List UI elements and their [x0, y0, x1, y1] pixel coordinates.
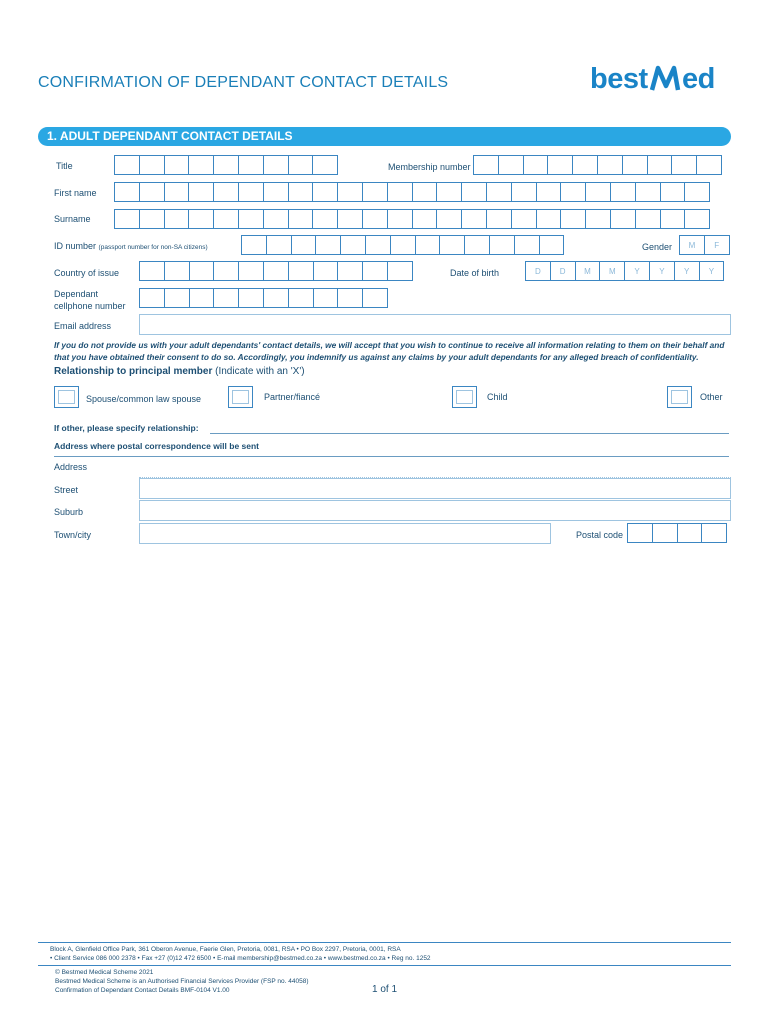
dob-year-box[interactable]: Y: [649, 261, 675, 281]
spouse-checkbox[interactable]: [54, 386, 79, 408]
child-checkbox[interactable]: [452, 386, 477, 408]
char-box[interactable]: [498, 155, 524, 175]
dob-year-box[interactable]: Y: [674, 261, 700, 281]
char-box[interactable]: [313, 261, 339, 281]
address-heading: Address where postal correspondence will be sent: [54, 441, 260, 451]
char-box[interactable]: [291, 235, 317, 255]
char-box[interactable]: [263, 288, 289, 308]
char-box[interactable]: [238, 155, 264, 175]
spouse-option-label: Spouse/common law spouse: [86, 394, 202, 404]
email-input[interactable]: [139, 314, 731, 335]
footer-contact: • Client Service 086 000 2378 • Fax +27 (0)12 472 6500 • E-mail membership@bestmed.co.za • www.bestmed.co.za • Reg no. 1252: [50, 955, 431, 962]
footer-divider: [38, 942, 731, 943]
char-box[interactable]: [213, 288, 239, 308]
relationship-heading-text: Relationship to principal member: [54, 366, 213, 377]
char-box[interactable]: [684, 209, 710, 229]
relationship-heading: [54, 366, 305, 377]
char-box[interactable]: [362, 261, 388, 281]
char-box[interactable]: [114, 155, 140, 175]
id-number-sublabel: (passport number for non-SA citizens): [98, 244, 208, 251]
char-box[interactable]: [461, 209, 487, 229]
logo-m-mark: [652, 68, 678, 90]
street-label: Street: [54, 485, 79, 495]
date-of-birth-label: Date of birth: [450, 268, 500, 278]
char-box[interactable]: [387, 209, 413, 229]
char-box[interactable]: [585, 182, 611, 202]
char-box[interactable]: [610, 209, 636, 229]
id-number-input[interactable]: [241, 235, 563, 255]
char-box[interactable]: [139, 209, 165, 229]
char-box[interactable]: [213, 182, 239, 202]
char-box[interactable]: [238, 209, 264, 229]
char-box[interactable]: [635, 182, 661, 202]
first-name-label: First name: [54, 188, 97, 198]
char-box[interactable]: [387, 182, 413, 202]
first-name-input[interactable]: [114, 182, 709, 202]
section-title: 1. ADULT DEPENDANT CONTACT DETAILS: [47, 129, 293, 143]
char-box[interactable]: [514, 235, 540, 255]
char-box[interactable]: [627, 523, 653, 543]
membership-number-label: Membership number: [388, 162, 471, 172]
char-box[interactable]: [660, 209, 686, 229]
char-box[interactable]: [312, 155, 338, 175]
char-box[interactable]: [164, 182, 190, 202]
dob-year-box[interactable]: Y: [624, 261, 650, 281]
town-city-label: Town/city: [54, 530, 92, 540]
char-box[interactable]: [139, 182, 165, 202]
char-box[interactable]: [461, 182, 487, 202]
char-box[interactable]: [164, 288, 190, 308]
footer-divider: [38, 965, 731, 966]
postal-code-input[interactable]: [627, 523, 726, 543]
char-box[interactable]: [511, 209, 537, 229]
divider: [54, 456, 729, 457]
char-box[interactable]: [238, 182, 264, 202]
char-box[interactable]: [312, 182, 338, 202]
char-box[interactable]: [288, 261, 314, 281]
char-box[interactable]: [511, 182, 537, 202]
char-box[interactable]: [238, 261, 264, 281]
char-box[interactable]: [560, 182, 586, 202]
char-box[interactable]: [362, 209, 388, 229]
char-box[interactable]: [539, 235, 565, 255]
char-box[interactable]: [139, 155, 165, 175]
footer-address: Block A, Glenfield Office Park, 361 Oberon Avenue, Faerie Glen, Pretoria, 0081, RSA • PO Box 2297, Pretoria, 0001, RSA: [50, 946, 401, 953]
char-box[interactable]: [701, 523, 727, 543]
char-box[interactable]: [213, 209, 239, 229]
char-box[interactable]: [677, 523, 703, 543]
country-of-issue-label: Country of issue: [54, 268, 120, 278]
char-box[interactable]: [189, 288, 215, 308]
postal-code-label: Postal code: [576, 530, 624, 540]
suburb-label: Suburb: [54, 507, 84, 517]
char-box[interactable]: [263, 209, 289, 229]
logo-text: best: [590, 63, 648, 95]
dob-day-box[interactable]: D: [525, 261, 551, 281]
char-box[interactable]: [486, 209, 512, 229]
id-number-label-text: ID number: [54, 241, 97, 251]
surname-label: Surname: [54, 214, 91, 224]
char-box[interactable]: [362, 288, 388, 308]
char-box[interactable]: [387, 261, 413, 281]
char-box[interactable]: [439, 235, 465, 255]
char-box[interactable]: [189, 261, 215, 281]
char-box[interactable]: [241, 235, 267, 255]
char-box[interactable]: [660, 182, 686, 202]
char-box[interactable]: [266, 235, 292, 255]
char-box[interactable]: [464, 235, 490, 255]
char-box[interactable]: [560, 209, 586, 229]
char-box[interactable]: [486, 182, 512, 202]
char-box[interactable]: [337, 182, 363, 202]
town-city-input[interactable]: [139, 523, 551, 544]
email-label: Email address: [54, 321, 112, 331]
char-box[interactable]: [436, 182, 462, 202]
char-box[interactable]: [362, 182, 388, 202]
child-option-label: Child: [487, 392, 508, 402]
char-box[interactable]: [652, 523, 678, 543]
footer-copyright: © Bestmed Medical Scheme 2021: [55, 969, 154, 976]
char-box[interactable]: [188, 182, 214, 202]
char-box[interactable]: [315, 235, 341, 255]
char-box[interactable]: [114, 209, 140, 229]
svg-text:ed: ed: [682, 63, 715, 95]
char-box[interactable]: [365, 235, 391, 255]
char-box[interactable]: [547, 155, 573, 175]
page-title: CONFIRMATION OF DEPENDANT CONTACT DETAILS: [38, 74, 449, 91]
char-box[interactable]: [390, 235, 416, 255]
char-box[interactable]: [585, 209, 611, 229]
title-label: Title: [56, 161, 73, 171]
bestmed-logo-mark: [590, 60, 732, 98]
char-box[interactable]: [312, 209, 338, 229]
char-box[interactable]: [536, 182, 562, 202]
char-box[interactable]: [288, 182, 314, 202]
country-of-issue-input[interactable]: [139, 261, 412, 281]
char-box[interactable]: [635, 209, 661, 229]
gender-option-f[interactable]: F: [704, 235, 730, 255]
address-label: Address: [54, 462, 88, 472]
bestmed-logo: [590, 60, 732, 106]
char-box[interactable]: [139, 288, 165, 308]
dob-month-box[interactable]: M: [599, 261, 625, 281]
page-number: 1 of 1: [372, 984, 398, 995]
gender-label: Gender: [642, 242, 673, 252]
char-box[interactable]: [415, 235, 441, 255]
char-box[interactable]: [671, 155, 697, 175]
char-box[interactable]: [263, 155, 289, 175]
char-box[interactable]: [213, 261, 239, 281]
char-box[interactable]: [164, 155, 190, 175]
char-box[interactable]: [412, 209, 438, 229]
other-option-label: Other: [700, 392, 723, 402]
char-box[interactable]: [188, 209, 214, 229]
date-of-birth-input[interactable]: [525, 261, 723, 281]
relationship-hint: (Indicate with an 'X'): [215, 366, 305, 377]
char-box[interactable]: [337, 261, 363, 281]
char-box[interactable]: [288, 155, 314, 175]
char-box[interactable]: [164, 209, 190, 229]
char-box[interactable]: [696, 155, 722, 175]
cellphone-label-line2: cellphone number: [54, 301, 126, 311]
other-specify-input[interactable]: [210, 433, 729, 434]
char-box[interactable]: [572, 155, 598, 175]
street-input[interactable]: [139, 478, 731, 499]
char-box[interactable]: [610, 182, 636, 202]
char-box[interactable]: [647, 155, 673, 175]
char-box[interactable]: [114, 182, 140, 202]
char-box[interactable]: [684, 182, 710, 202]
char-box[interactable]: [139, 261, 165, 281]
char-box[interactable]: [288, 288, 314, 308]
char-box[interactable]: [340, 235, 366, 255]
char-box[interactable]: [188, 155, 214, 175]
partner-checkbox[interactable]: [228, 386, 253, 408]
footer-doc-ref: Confirmation of Dependant Contact Details BMF-0104 V1.00: [55, 987, 230, 994]
cellphone-label-line1: Dependant: [54, 289, 99, 299]
footer-fsp: Bestmed Medical Scheme is an Authorised Financial Services Provider (FSP no. 44058): [55, 978, 309, 985]
char-box[interactable]: [523, 155, 549, 175]
char-box[interactable]: [536, 209, 562, 229]
char-box[interactable]: [489, 235, 515, 255]
gender-option-m[interactable]: M: [679, 235, 705, 255]
dob-year-box[interactable]: Y: [699, 261, 725, 281]
surname-input[interactable]: [114, 209, 709, 229]
char-box[interactable]: [164, 261, 190, 281]
char-box[interactable]: [313, 288, 339, 308]
char-box[interactable]: [473, 155, 499, 175]
char-box[interactable]: [213, 155, 239, 175]
char-box[interactable]: [263, 182, 289, 202]
char-box[interactable]: [337, 209, 363, 229]
char-box[interactable]: [238, 288, 264, 308]
indemnity-note: If you do not provide us with your adult dependants' contact details, we will accept that you wish to continue to receive all information relating to them on their behalf and that you have obtained their consent to do so. Accordingly, you indemnify us against any claims by your adult dependants for any alleged breach of confidentiality.: [54, 340, 725, 362]
cellphone-input[interactable]: [139, 288, 387, 308]
title-input[interactable]: [114, 155, 337, 175]
dob-day-box[interactable]: D: [550, 261, 576, 281]
cellphone-label: [54, 288, 126, 312]
char-box[interactable]: [622, 155, 648, 175]
gender-input[interactable]: [679, 235, 729, 255]
char-box[interactable]: [597, 155, 623, 175]
suburb-input[interactable]: [139, 500, 731, 521]
other-checkbox[interactable]: [667, 386, 692, 408]
char-box[interactable]: [436, 209, 462, 229]
membership-number-input[interactable]: [473, 155, 721, 175]
dob-month-box[interactable]: M: [575, 261, 601, 281]
id-number-label: [54, 241, 208, 251]
partner-option-label: Partner/fiancé: [264, 392, 321, 402]
char-box[interactable]: [412, 182, 438, 202]
char-box[interactable]: [288, 209, 314, 229]
other-specify-label: If other, please specify relationship:: [54, 423, 199, 433]
char-box[interactable]: [263, 261, 289, 281]
char-box[interactable]: [337, 288, 363, 308]
